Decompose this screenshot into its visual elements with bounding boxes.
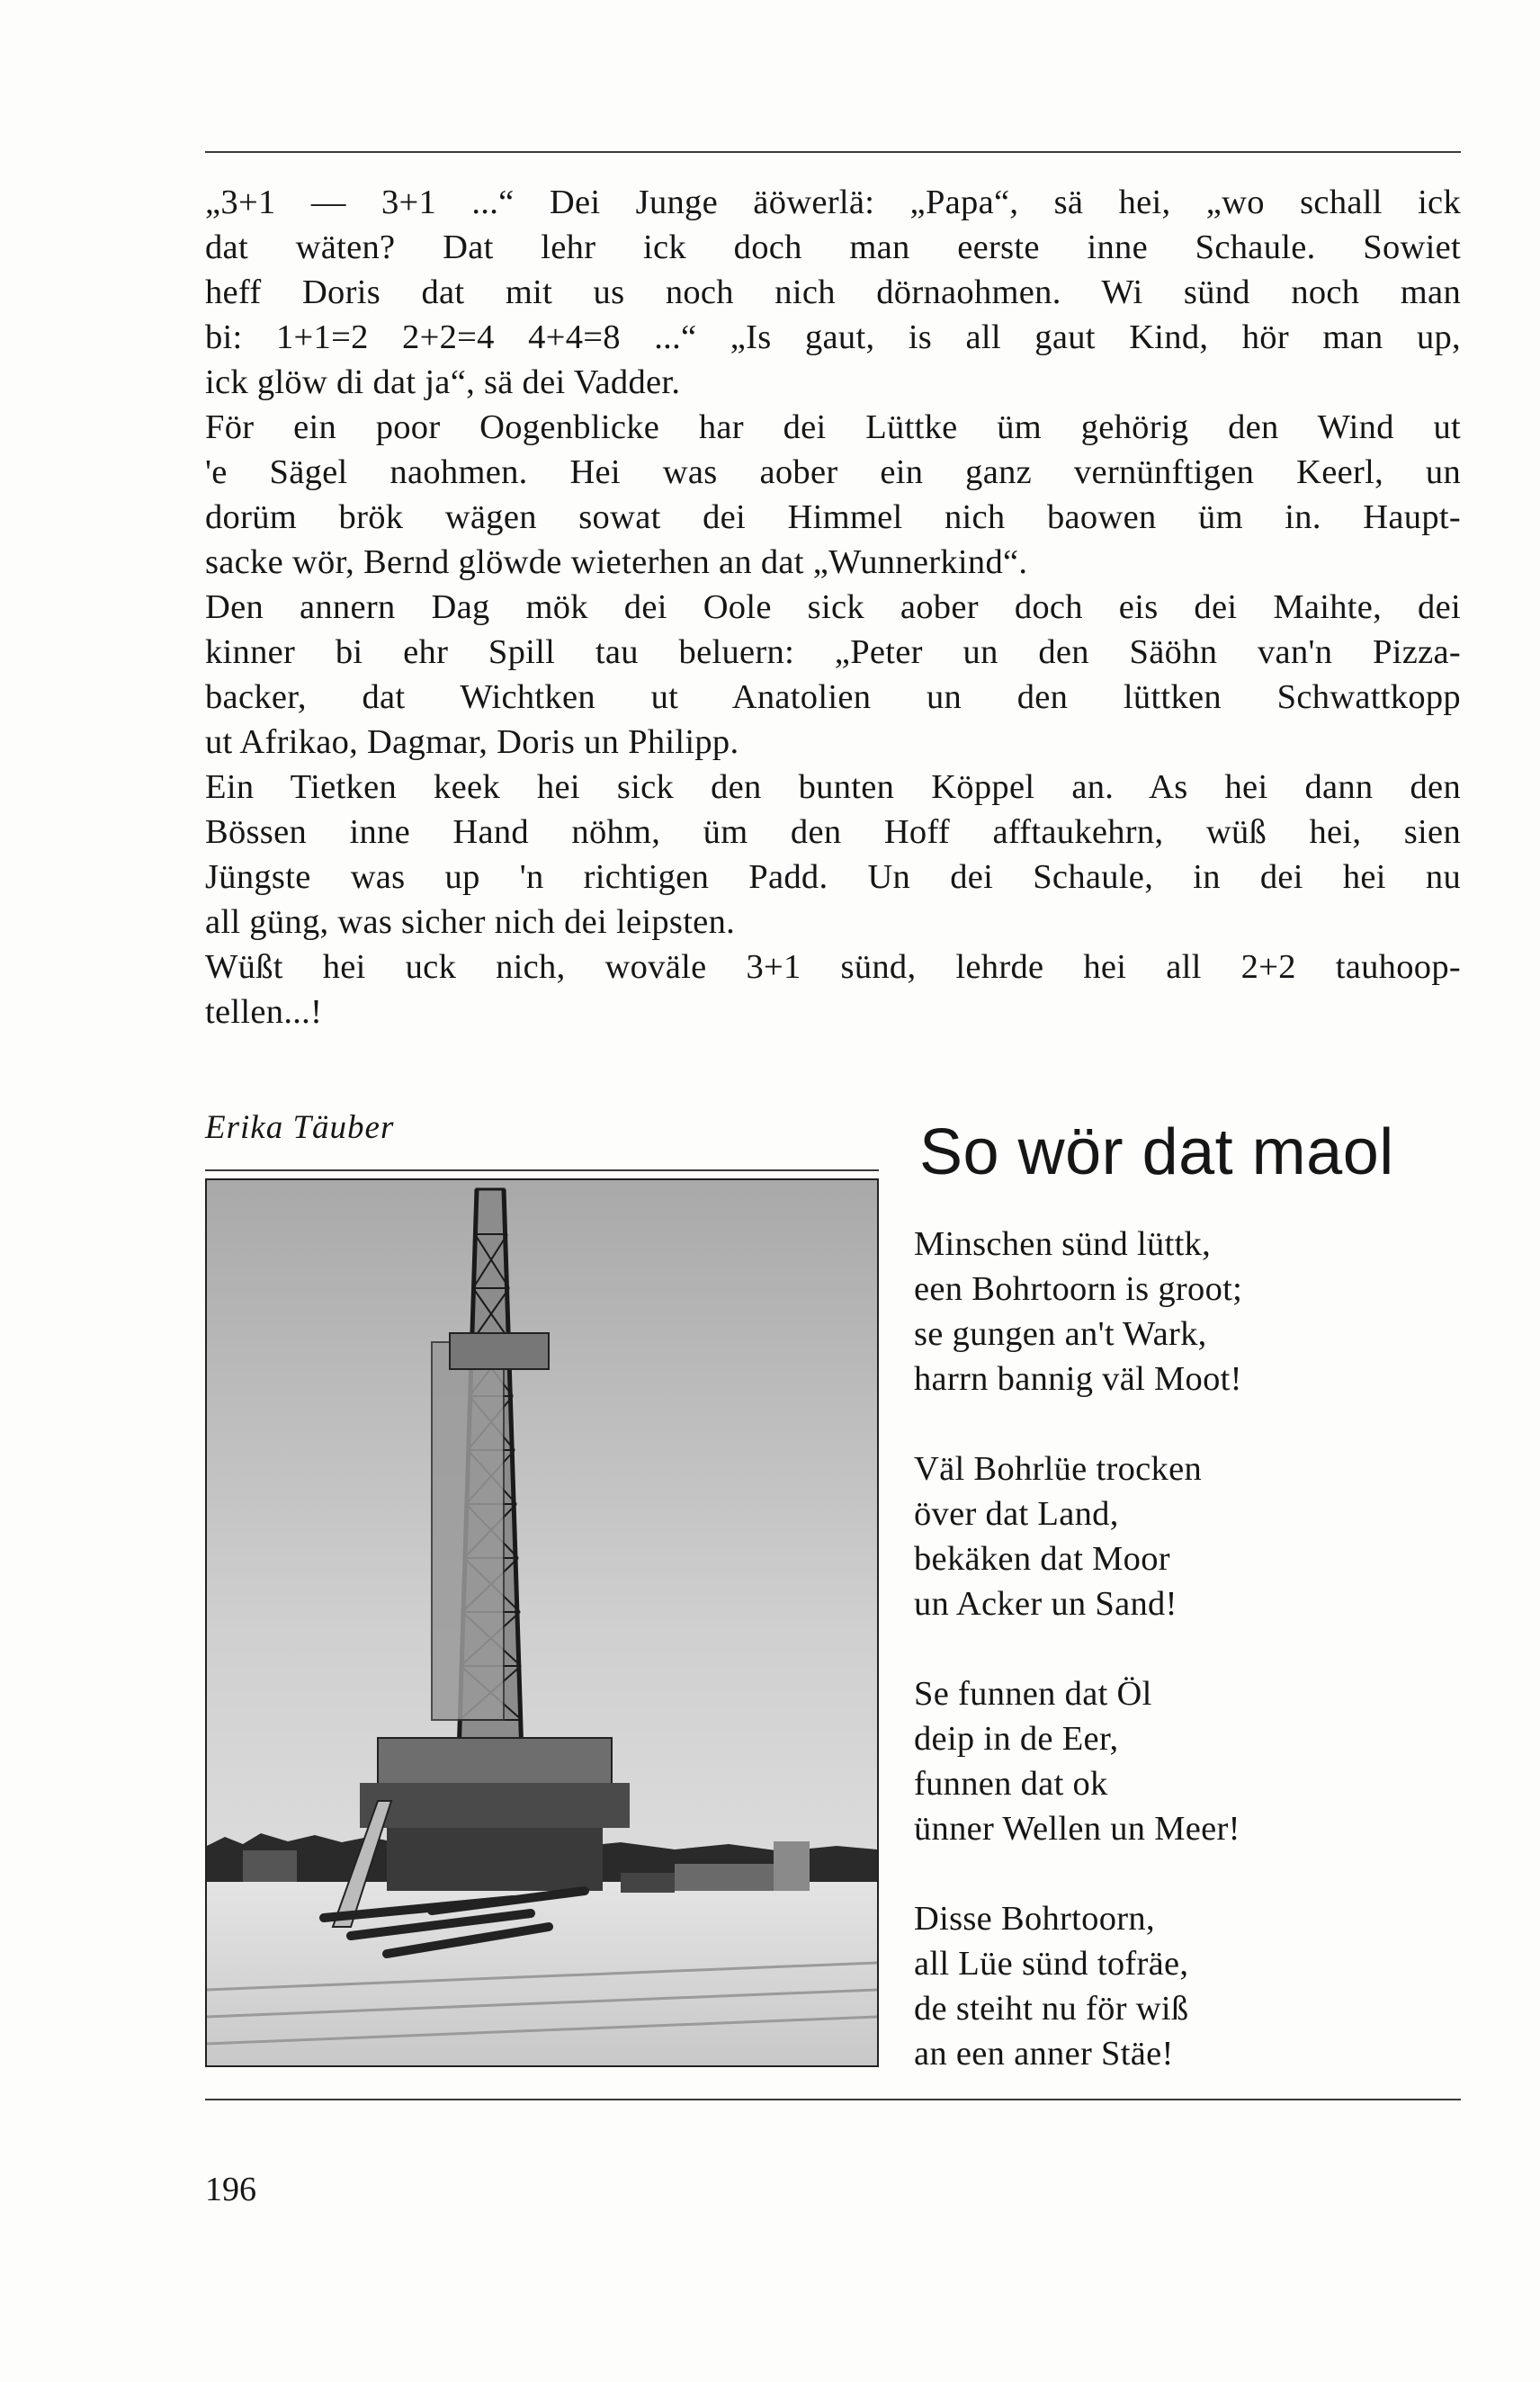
top-rule [205, 151, 1461, 153]
page-number: 196 [205, 2171, 256, 2208]
drilling-rig-photo [205, 1178, 879, 2067]
poem-line: bekäken dat Moor [914, 1540, 1170, 1578]
story-line: 'e Sägel naohmen. Hei was aober ein ganz vernünftigen Keerl, un [205, 453, 1461, 491]
story-line: all güng, was sicher nich dei leipsten. [205, 903, 736, 941]
story-line: För ein poor Oogenblicke har dei Lüttke üm gehörig den Wind ut [205, 408, 1461, 446]
story-line: Bössen inne Hand nöhm, üm den Hoff afftaukehrn, wüß hei, sien [205, 813, 1461, 851]
story-line: Ein Tietken keek hei sick den bunten Köppel an. As hei dann den [205, 768, 1461, 806]
poem-line: Se funnen dat Öl [914, 1675, 1152, 1713]
poem-line: över dat Land, [914, 1495, 1119, 1533]
story-line: heff Doris dat mit us noch nich dörnaohmen. Wi sünd noch man [205, 273, 1461, 311]
story-line: dorüm brök wägen sowat dei Himmel nich baowen üm in. Haupt- [205, 498, 1461, 536]
story-line: bi: 1+1=2 2+2=4 4+4=8 ...“ „Is gaut, is all gaut Kind, hör man up, [205, 318, 1461, 356]
poem-line: ünner Wellen un Meer! [914, 1810, 1240, 1848]
poem-line: se gungen an't Wark, [914, 1315, 1207, 1353]
poem-stanza [914, 1671, 1454, 1851]
poem-author: Erika Täuber [205, 1109, 395, 1146]
poem-line: Disse Bohrtoorn, [914, 1900, 1155, 1938]
story-line: tellen...! [205, 993, 323, 1031]
author-divider [205, 1169, 879, 1171]
story-line: dat wäten? Dat lehr ick doch man eerste inne Schaule. Sowiet [205, 228, 1461, 266]
story-line: ick glöw di dat ja“, sä dei Vadder. [205, 363, 681, 401]
story-line: sacke wör, Bernd glöwde wieterhen an dat „Wunnerkind“. [205, 543, 1028, 581]
bottom-rule [205, 2099, 1461, 2100]
story-line: backer, dat Wichtken ut Anatolien un den lüttken Schwattkopp [205, 678, 1461, 716]
poem-line: Minschen sünd lüttk, [914, 1225, 1212, 1263]
story-line: Den annern Dag mök dei Oole sick aober doch eis dei Maihte, dei [205, 588, 1461, 626]
poem-line: een Bohrtoorn is groot; [914, 1270, 1243, 1308]
story-line: Wüßt hei uck nich, woväle 3+1 sünd, lehrde hei all 2+2 tauhoop- [205, 948, 1461, 986]
poem-stanza [914, 1446, 1454, 1626]
story-line: Jüngste was up 'n richtigen Padd. Un dei Schaule, in dei hei nu [205, 858, 1461, 896]
poem-line: funnen dat ok [914, 1765, 1108, 1803]
poem-stanza [914, 1222, 1454, 1401]
poem-line: deip in de Eer, [914, 1720, 1119, 1758]
story-text [205, 180, 1461, 1034]
poem-line: all Lüe sünd tofräe, [914, 1945, 1189, 1983]
poem-line: un Acker un Sand! [914, 1585, 1177, 1623]
story-line: ut Afrikao, Dagmar, Doris un Philipp. [205, 723, 739, 761]
poem-line: harrn bannig väl Moot! [914, 1360, 1242, 1398]
poem-line: an een anner Stäe! [914, 2035, 1174, 2073]
story-line: kinner bi ehr Spill tau beluern: „Peter un den Säöhn van'n Pizza- [205, 633, 1461, 671]
poem-title: So wör dat maol [919, 1116, 1394, 1188]
poem-line: Väl Bohrlüe trocken [914, 1450, 1203, 1488]
story-line: „3+1 — 3+1 ...“ Dei Junge äöwerlä: „Papa“, sä hei, „wo schall ick [205, 184, 1461, 221]
poem-body [914, 1222, 1454, 2121]
poem-line: de steiht nu för wiß [914, 1990, 1189, 2028]
poem-stanza [914, 1896, 1454, 2076]
